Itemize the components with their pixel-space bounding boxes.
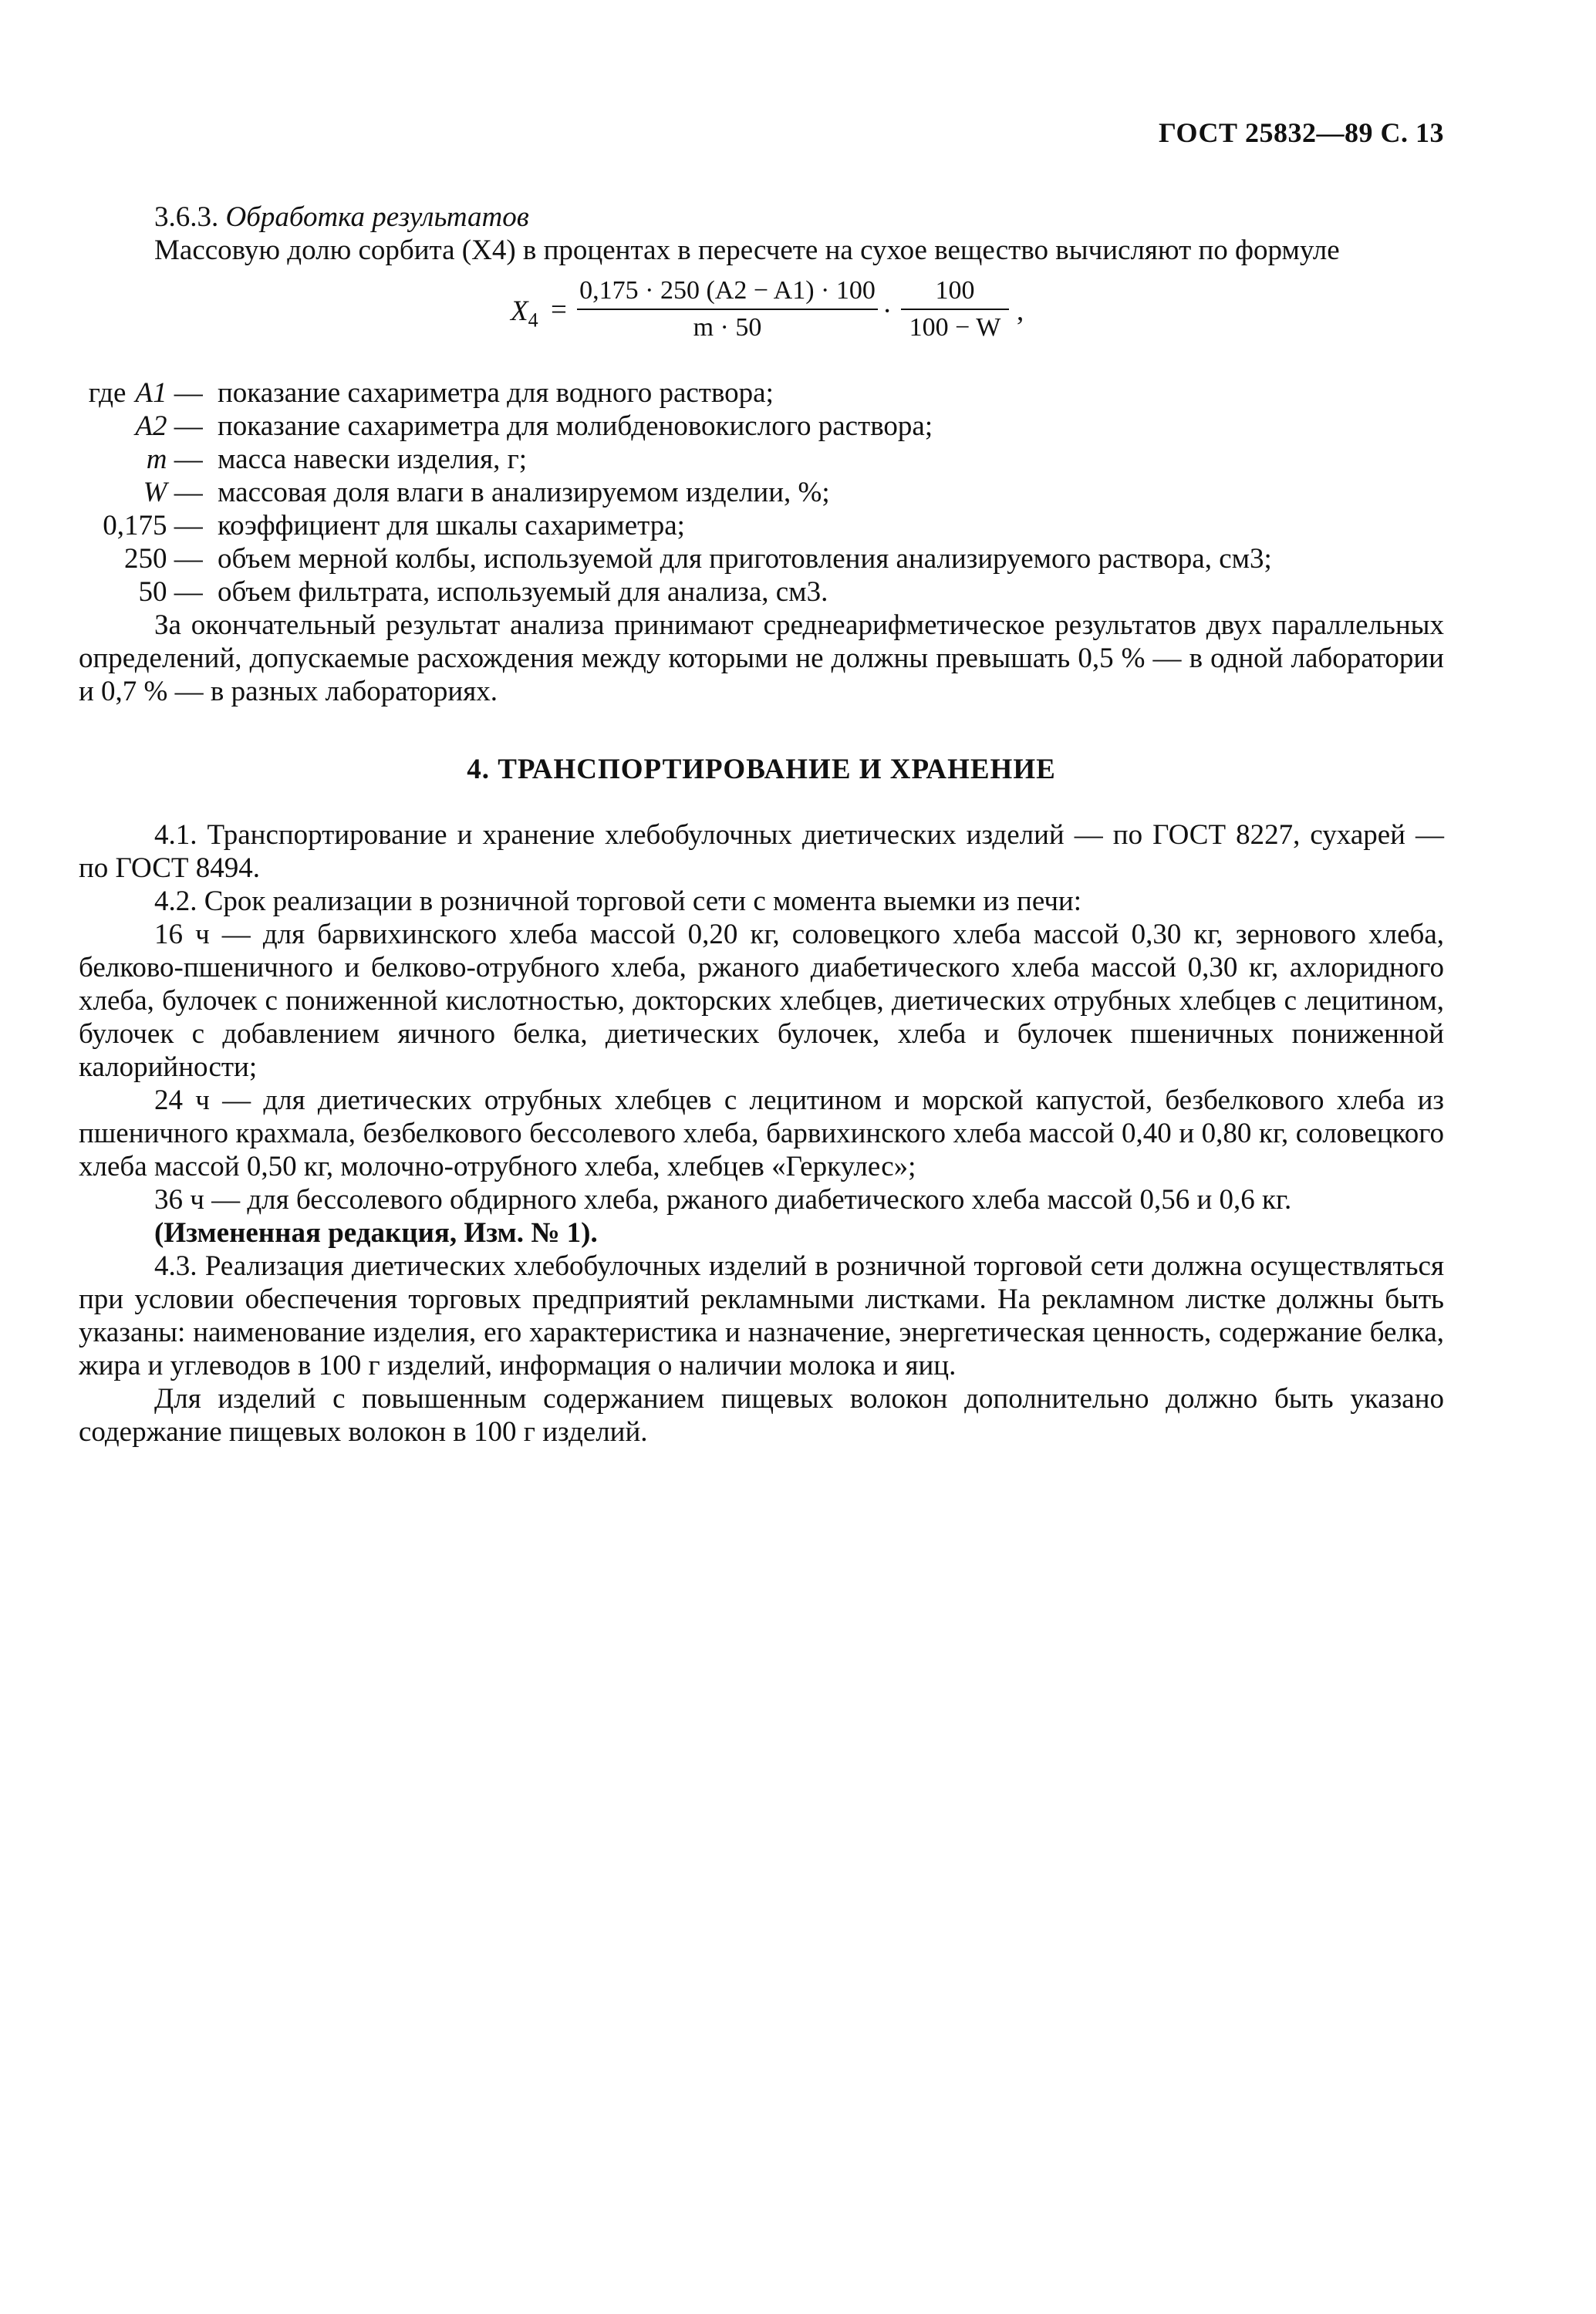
- formula-numerator-2: 100: [901, 273, 1009, 310]
- sorbitol-formula: [79, 273, 1444, 359]
- definition-desc: объем мерной колбы, используемой для приготовления анализируемого раствора, см3;: [218, 543, 1272, 575]
- formula-numerator-1: 0,175 · 250 (A2 − A1) · 100: [577, 273, 878, 310]
- definition-desc: показание сахариметра для молибденовокислого раствора;: [218, 410, 933, 442]
- shelf-life-24h: 24 ч — для диетических отрубных хлебцев с лецитином и морской капустой, безбелкового хлеба из пшеничного крахмала, безбелкового бессолевого хлеба, барвихинского хлеба массой 0,40 и 0,80 кг, соловецкого хлеба массой 0,50 кг, молочно-отрубного хлеба, хлебцев «Геркулес»;: [79, 1084, 1444, 1182]
- document-page: [79, 116, 1444, 1449]
- paragraph-4-2: 4.2. Срок реализации в розничной торговой сети с момента выемки из печи:: [154, 885, 1082, 917]
- formula-multiply: ·: [882, 295, 892, 327]
- formula-denominator-2: 100 − W: [909, 313, 1001, 342]
- definition-desc: коэффициент для шкалы сахариметра;: [218, 510, 685, 541]
- definition-row: A2 — показание сахариметра для молибденовокислого раствора;: [79, 410, 1444, 443]
- definition-row: 0,175 — коэффициент для шкалы сахариметра;: [79, 509, 1444, 542]
- formula-fraction-1: [577, 273, 878, 346]
- definition-row: 250 — объем мерной колбы, используемой для приготовления анализируемого раствора, см3;: [79, 542, 1444, 575]
- definition-row: 50 — объем фильтрата, используемый для анализа, см3.: [79, 575, 1444, 609]
- definition-term: W: [143, 477, 167, 508]
- definition-desc: масса навески изделия, г;: [218, 444, 528, 475]
- section-number: 3.6.3.: [154, 201, 219, 233]
- amendment-note: (Измененная редакция, Изм. № 1).: [154, 1217, 598, 1249]
- definition-term: 50: [138, 576, 167, 608]
- definition-term: 0,175: [103, 510, 167, 541]
- formula-fraction-2: [901, 273, 1009, 346]
- section-title: Обработка результатов: [225, 201, 529, 233]
- paragraph-4-1: 4.1. Транспортирование и хранение хлебобулочных диетических изделий — по ГОСТ 8227, сухарей — по ГОСТ 8494.: [79, 819, 1444, 884]
- formula-denominator-1: m · 50: [693, 313, 762, 342]
- definition-term: A1: [135, 377, 167, 409]
- shelf-life-16h: 16 ч — для барвихинского хлеба массой 0,20 кг, соловецкого хлеба массой 0,30 кг, зернового хлеба, белково-пшеничного и белково-отрубного хлеба, ржаного диабетического хлеба массой 0,30 кг, ахлоридного хлеба, булочек с пониженной кислотностью, докторских хлебцев, диетических отрубных хлебцев с лецитином, булочек с добавлением яичного белка, диетических булочек, хлеба и булочек пшеничных пониженной калорийности;: [79, 919, 1444, 1083]
- page-header: ГОСТ 25832—89 С. 13: [1159, 117, 1444, 148]
- definition-term: 250: [124, 543, 167, 575]
- definition-row: m — масса навески изделия, г;: [79, 443, 1444, 476]
- shelf-life-36h: 36 ч — для бессолевого обдирного хлеба, ржаного диабетического хлеба массой 0,56 и 0,6 кг.: [154, 1184, 1292, 1216]
- formula-lhs: $X_4$: [511, 295, 538, 332]
- formula-intro: Массовую долю сорбита (X4) в процентах в пересчете на сухое вещество вычисляют по формуле: [154, 234, 1340, 266]
- formula-equals: =: [551, 294, 567, 326]
- definition-term: A2: [135, 410, 167, 442]
- section-4-heading: 4. ТРАНСПОРТИРОВАНИЕ И ХРАНЕНИЕ: [467, 754, 1056, 785]
- result-conclusion: За окончательный результат анализа принимают среднеарифметическое результатов двух параллельных определений, допускаемые расхождения между которыми не должны превышать 0,5 % — в одной лаборатории и 0,7 % — в разных лабораториях.: [79, 609, 1444, 707]
- formula-comma: ,: [1017, 295, 1024, 327]
- definition-row: W — массовая доля влаги в анализируемом изделии, %;: [79, 476, 1444, 509]
- definition-term: m: [146, 444, 167, 475]
- definition-row: где A1 — показание сахариметра для водного раствора;: [79, 376, 1444, 410]
- where-label: где: [88, 377, 127, 409]
- paragraph-4-3: 4.3. Реализация диетических хлебобулочных изделий в розничной торговой сети должна осуществляться при условии обеспечения торговых предприятий рекламными листками. На рекламном листке должны быть указаны: наименование изделия, его характеристика и назначение, энергетическая ценность, содержание белка, жира и углеводов в 100 г изделий, информация о наличии молока и яиц.: [79, 1250, 1444, 1381]
- definition-desc: показание сахариметра для водного раствора;: [218, 377, 774, 409]
- definition-desc: объем фильтрата, используемый для анализа, см3.: [218, 576, 828, 608]
- definition-desc: массовая доля влаги в анализируемом изделии, %;: [218, 477, 830, 508]
- definitions-list: [79, 376, 1444, 609]
- fiber-note: Для изделий с повышенным содержанием пищевых волокон дополнительно должно быть указано содержание пищевых волокон в 100 г изделий.: [79, 1383, 1444, 1448]
- section-3-6-3-heading: [79, 201, 1444, 234]
